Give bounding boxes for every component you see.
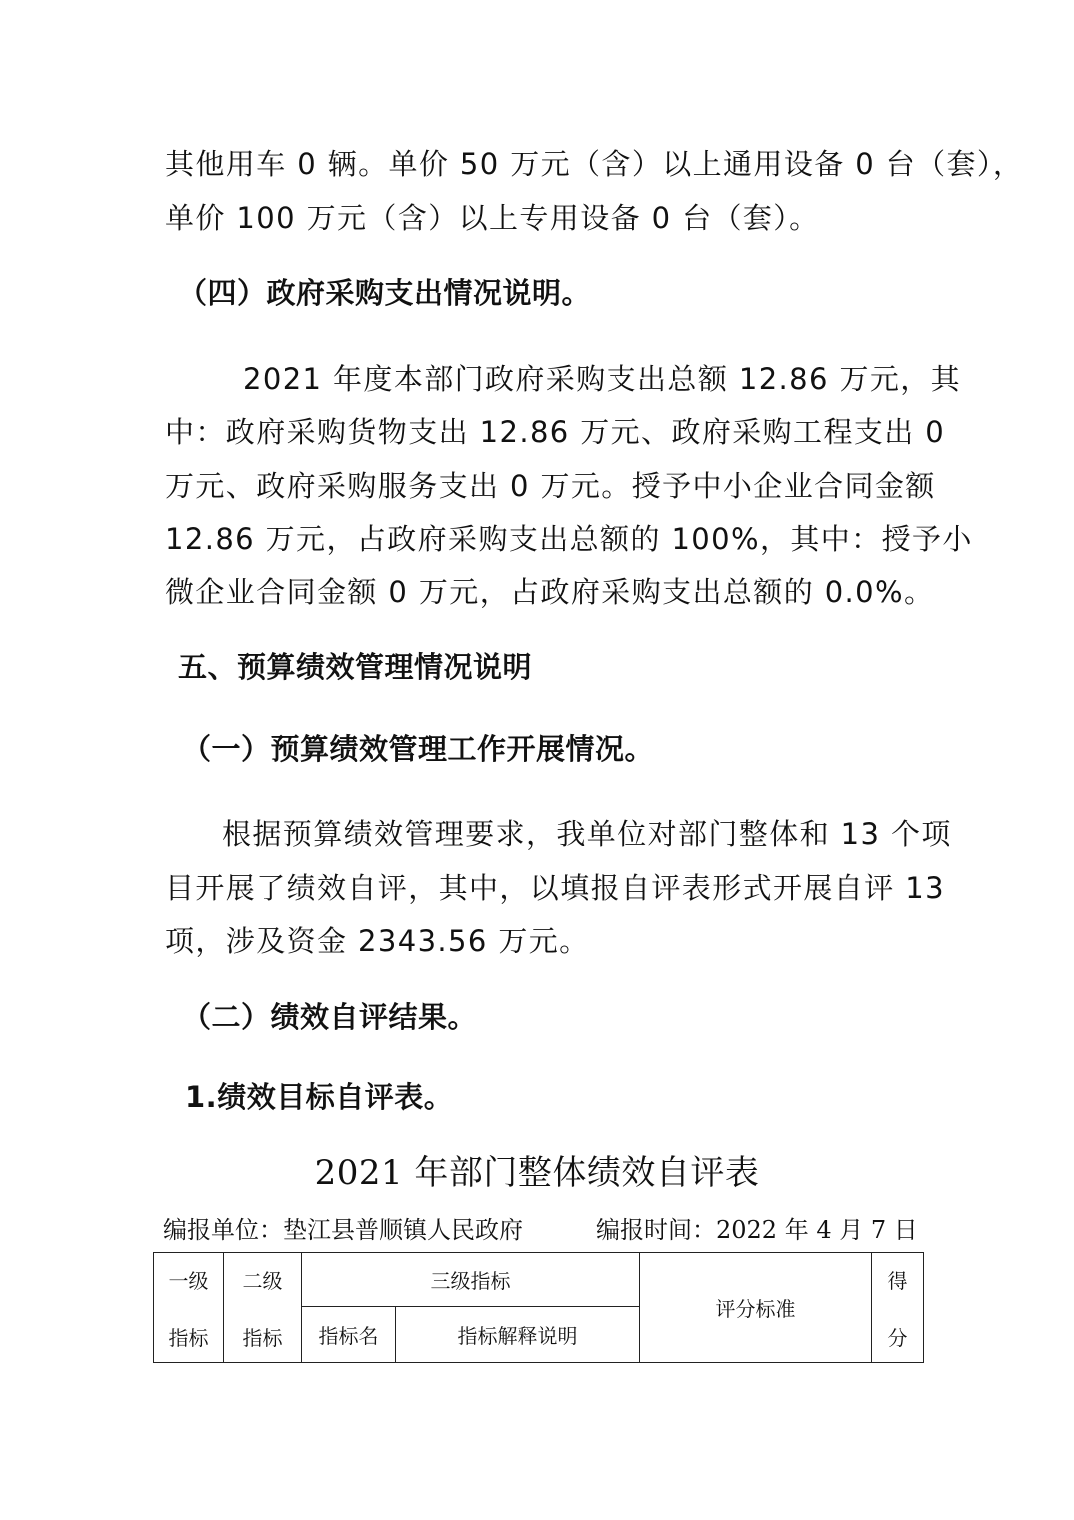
text-line: 中：政府采购货物支出 12.86 万元、政府采购工程支出 0 (165, 415, 946, 449)
header-text: 二级 (242, 1268, 283, 1293)
subsection-heading-work: （一）预算绩效管理工作开展情况。 (182, 732, 655, 766)
subsection-heading-results: （二）绩效自评结果。 (182, 1000, 478, 1034)
text-line: 微企业合同金额 0 万元，占政府采购支出总额的 0.0%。 (165, 575, 935, 609)
text-line: 目开展了绩效自评，其中，以填报自评表形式开展自评 13 (165, 871, 945, 905)
evaluation-table (153, 1252, 924, 1363)
text-line: 2021 年度本部门政府采购支出总额 12.86 万元，其 (243, 362, 962, 396)
header-level2 (224, 1253, 302, 1363)
header-text: 分 (887, 1325, 908, 1350)
text-line: 其他用车 0 辆。单价 50 万元（含）以上通用设备 0 台（套）， (165, 147, 1024, 181)
section-heading-performance: 五、预算绩效管理情况说明 (178, 650, 533, 684)
text-line: 根据预算绩效管理要求，我单位对部门整体和 13 个项 (222, 817, 952, 851)
header-score (872, 1253, 924, 1363)
header-text: 一级 (168, 1268, 209, 1293)
text-line: 单价 100 万元（含）以上专用设备 0 台（套）。 (165, 201, 820, 235)
header-text: 指标 (242, 1325, 283, 1350)
header-text: 指标 (168, 1325, 209, 1350)
text-line: 项，涉及资金 2343.56 万元。 (165, 924, 590, 958)
header-indicator-explanation: 指标解释说明 (396, 1307, 640, 1363)
report-time: 编报时间：2022 年 4 月 7 日 (596, 1216, 918, 1244)
table-title: 2021 年部门整体绩效自评表 (314, 1153, 760, 1193)
header-level1 (154, 1253, 224, 1363)
text-line: 12.86 万元，占政府采购支出总额的 100%，其中：授予小 (165, 522, 973, 556)
header-level3: 三级指标 (302, 1253, 640, 1307)
text-line: 万元、政府采购服务支出 0 万元。授予中小企业合同金额 (165, 469, 936, 503)
header-text: 得 (887, 1268, 908, 1293)
header-indicator-name: 指标名 (302, 1307, 396, 1363)
header-scoring-standard: 评分标准 (640, 1253, 872, 1363)
item-heading-self-evaluation: 1.绩效目标自评表。 (185, 1080, 454, 1114)
report-unit: 编报单位：垫江县普顺镇人民政府 (163, 1216, 523, 1244)
section-heading-procurement: （四）政府采购支出情况说明。 (178, 276, 592, 310)
